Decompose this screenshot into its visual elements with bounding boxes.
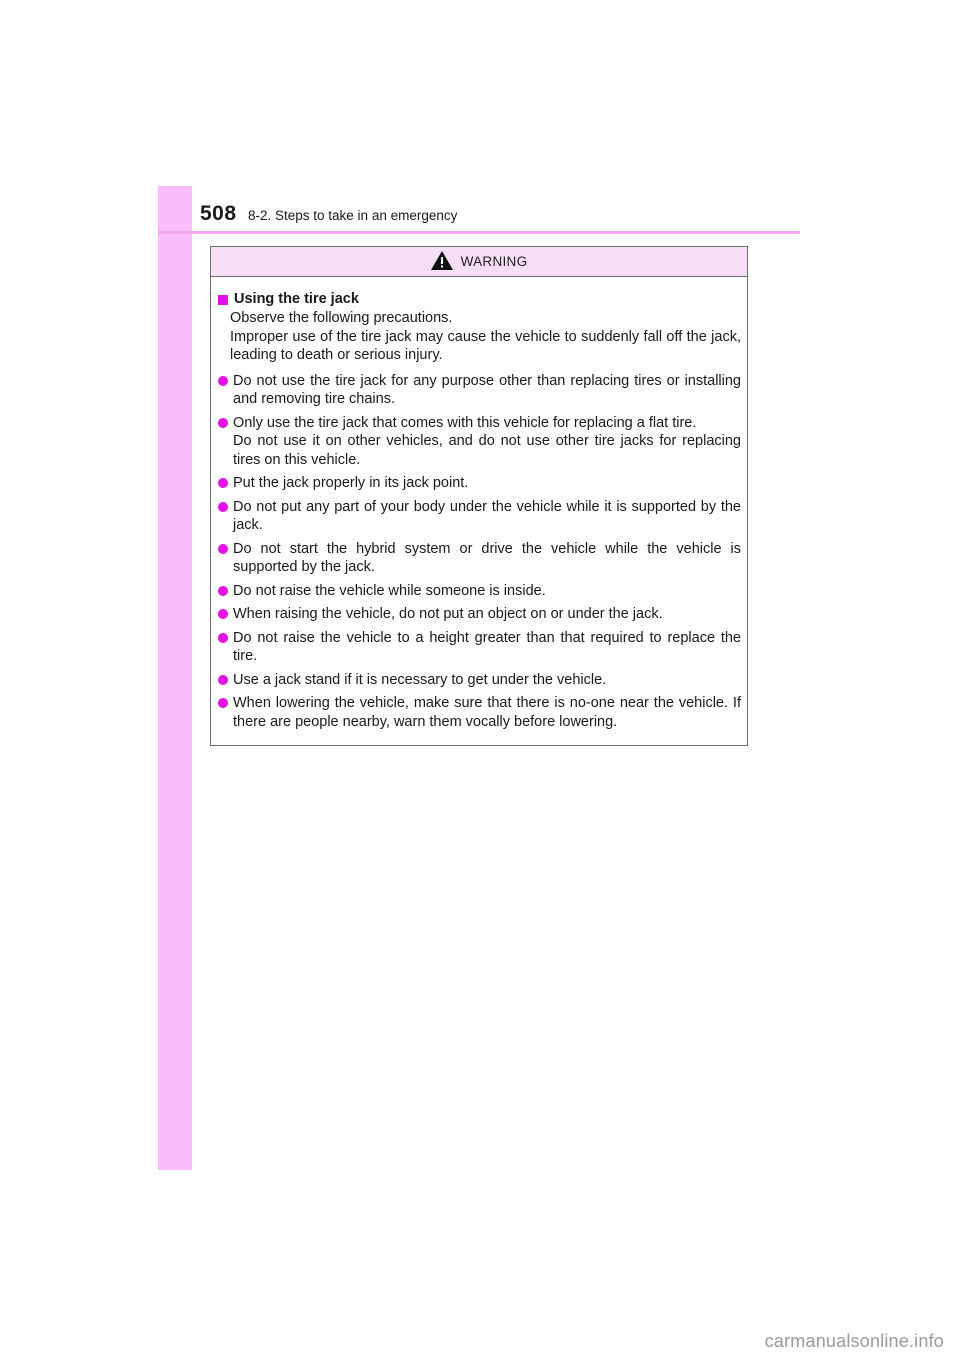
list-item: Do not use the tire jack for any purpose other than replacing tires or installing and removing tire chains. xyxy=(218,372,741,409)
bullet-dot-icon xyxy=(218,376,228,386)
topic-title: Using the tire jack xyxy=(234,291,359,307)
list-item: Use a jack stand if it is necessary to get under the vehicle. xyxy=(218,671,741,690)
intro-line: Observe the following precautions. xyxy=(230,310,453,326)
list-item: Do not raise the vehicle to a height greater than that required to replace the tire. xyxy=(218,629,741,666)
warning-label: WARNING xyxy=(460,254,528,269)
warning-topic xyxy=(218,290,741,309)
bullet-dot-icon xyxy=(218,544,228,554)
list-item: Put the jack properly in its jack point. xyxy=(218,474,741,493)
bullet-dot-icon xyxy=(218,478,228,488)
header-rule xyxy=(158,231,800,234)
warning-triangle-icon xyxy=(431,251,453,270)
bullet-dot-icon xyxy=(218,418,228,428)
side-color-band xyxy=(158,186,192,1170)
bullet-dot-icon xyxy=(218,502,228,512)
watermark: carmanualsonline.info xyxy=(764,1331,944,1351)
list-item: Only use the tire jack that comes with this vehicle for replacing a flat tire. Do not use it on other vehicles, and do not use other tire jacks for replacing tires on this vehicle. xyxy=(218,414,741,470)
list-item: When raising the vehicle, do not put an object on or under the jack. xyxy=(218,605,741,624)
bullet-dot-icon xyxy=(218,698,228,708)
precaution-list xyxy=(218,372,741,732)
list-item: Do not put any part of your body under the vehicle while it is supported by the jack. xyxy=(218,498,741,535)
section-title: 8-2. Steps to take in an emergency xyxy=(248,208,458,223)
bullet-dot-icon xyxy=(218,609,228,619)
list-item: Do not raise the vehicle while someone is inside. xyxy=(218,582,741,601)
bullet-dot-icon xyxy=(218,633,228,643)
bullet-dot-icon xyxy=(218,675,228,685)
warning-body xyxy=(211,277,747,731)
list-item: Do not start the hybrid system or drive the vehicle while the vehicle is supported by the jack. xyxy=(218,540,741,577)
bullet-dot-icon xyxy=(218,586,228,596)
warning-header xyxy=(211,247,747,277)
square-bullet-icon xyxy=(218,295,228,305)
intro-line: Improper use of the tire jack may cause the vehicle to suddenly fall off the jack, leading to death or serious injury. xyxy=(230,328,741,363)
page-number: 508 xyxy=(200,202,237,225)
warning-box xyxy=(210,246,748,746)
list-item: When lowering the vehicle, make sure that there is no-one near the vehicle. If there are people nearby, warn them vocally before lowering. xyxy=(218,694,741,731)
